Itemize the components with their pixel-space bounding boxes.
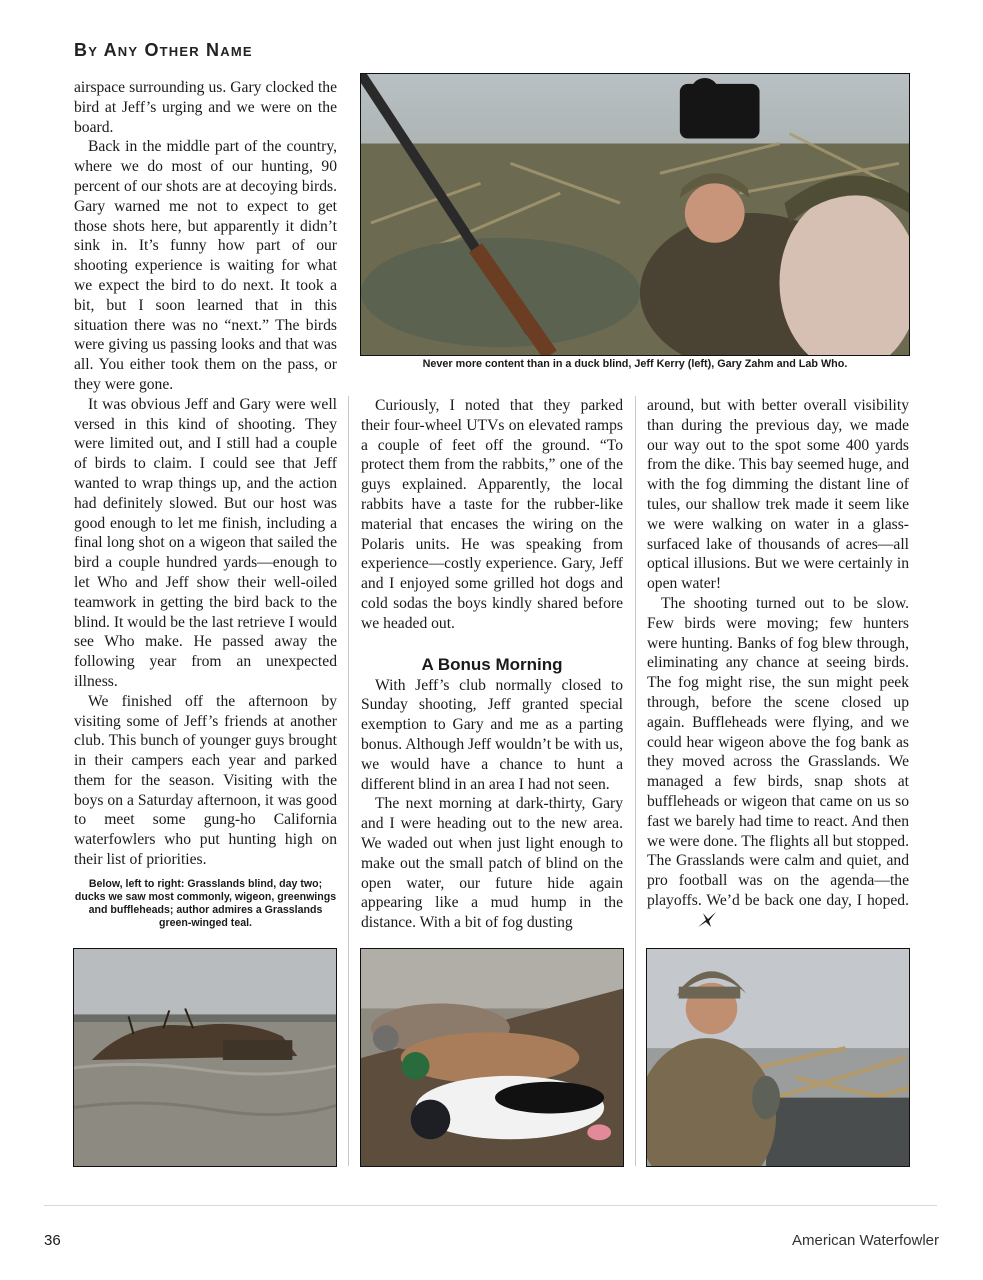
paragraph: around, but with better overall visibility than during the previous day, we made our way out to the spot some 400 yards from the dike. This bay seemed huge, and with the fog dimming the distant line of tules, our shallow trek made it seem like we were walking on water in a glass-surfaced lake of thousands of acres—all optical illusions. But we were certainly in open water! [647,397,909,593]
section-title: By Any Other Name [74,40,253,60]
paragraph: Curiously, I noted that they parked their four-wheel UTVs on elevated ramps a couple of feet off the ground. “To protect them from the rabbits,” one of the guys explained. Apparently, the local rabbits have a taste for the rubber-like material that encases the wiring on the Polaris units. He was speaking from experience—costly experience. Gary, Jeff and I enjoyed some grilled hot dogs and cold sodas the boys kindly shared before we headed out. [361,397,623,632]
photo-grasslands-blind [73,948,337,1167]
paragraph: The next morning at dark-thirty, Gary and I were heading out to the new area. We waded out when just light enough to make out the small patch of blind on the open water, our future hide again appearing like a mud hump in the distance. With a bit of fog dusting [361,795,623,932]
paragraph: We finished off the afternoon by visiting some of Jeff’s friends at another club. This bunch of younger guys brought in their campers each year and parked them for the season. Visiting with the boys on a Saturday afternoon, it was good to meet some gung-ho California waterfowlers who put hunting high on their list of priorities. [74,692,337,869]
photo-author-with-teal [646,948,910,1167]
main-photo-duck-blind-hunters [360,73,910,356]
flying-duck-icon [683,911,717,935]
paragraph: It was obvious Jeff and Gary were well versed in this kind of shooting. They were limited out, and I still had a couple of birds to claim. I could see that Jeff wanted to wrap things up, and the action had definitely slowed. But our host was good enough to let me finish, including a final long shot on a wigeon that sailed the bird a couple hundred yards—enough to let Who and Jeff show their well-oiled teamwork in getting the bird back to the blind. It would be the last retrieve I would see Who make. He passed away the following year from an unexpected illness. [74,395,337,690]
article-column-1 [74,78,337,930]
paragraph [647,594,909,935]
paragraph-text: The shooting turned out to be slow. Few birds were moving; few hunters were hunting. Banks of fog blew through, eliminating any chance at seeing birds. The fog might rise, the sun might peek through, before the scene closed up again. Buffleheads were flying, and we could hear wigeon above the fog bank as they moved across the Grasslands. We managed a few birds, snap shots at buffleheads or wigeon that came on us so fast we barely had time to react. And then we were done. The flights all but stopped. The Grasslands were calm and quiet, and pro football was on the agenda—the playoffs. We’d be back one day, I hoped. [647,594,909,909]
magazine-name: American Waterfowler [792,1232,939,1249]
footer-divider [44,1205,937,1206]
main-photo-caption: Never more content than in a duck blind, Jeff Kerry (left), Gary Zahm and Lab Who. [422,358,848,370]
subheading: A Bonus Morning [421,654,563,674]
paragraph: With Jeff’s club normally closed to Sunday shooting, Jeff granted special exemption to Gary and me as a parting bonus. Although Jeff wouldn’t be with us, we would have a chance to hunt a different blind in an area I had not seen. [361,676,623,793]
column-divider [635,396,636,1166]
column-divider [348,396,349,1166]
bottom-photos-caption: Below, left to right: Grasslands blind, day two; ducks we saw most commonly, wigeon, greenwings and buffleheads; author admires a Grasslands green-winged teal. [74,877,337,929]
article-column-2 [361,396,623,933]
article-column-3 [647,396,909,935]
paragraph: Back in the middle part of the country, where we do most of our hunting, 90 percent of our shots are at decoying birds. Gary warned me not to expect to get those shots here, but apparently it didn’t sink in. It’s funny how part of our shooting experience is waiting for what we expect the bird to do next. It took a bit, but I soon learned that in this situation there was no “next.” The birds were giving us passing looks and that was all. You either took them on the pass, or they were gone. [74,138,337,393]
photo-ducks-wigeon-greenwing-bufflehead [360,948,624,1167]
page-number: 36 [44,1232,61,1249]
paragraph: airspace surrounding us. Gary clocked the bird at Jeff’s urging and we were on the board. [74,79,337,136]
